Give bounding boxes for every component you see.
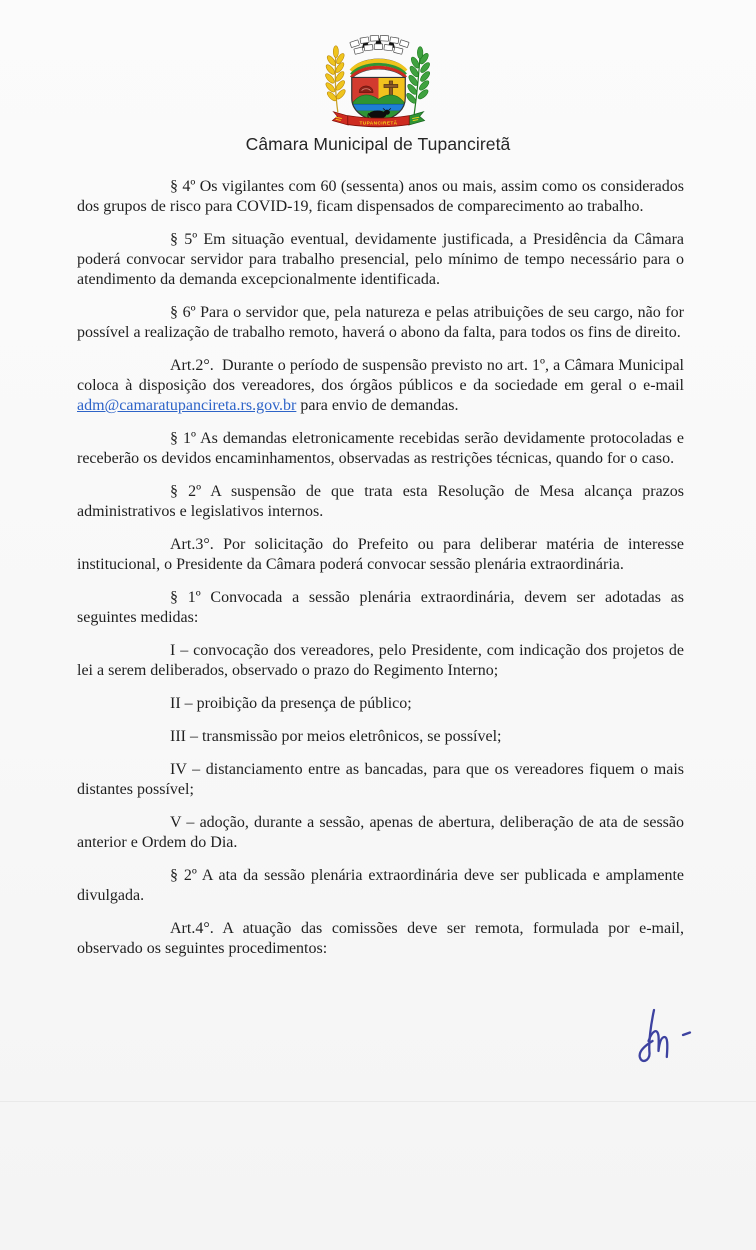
- article-2: [77, 356, 684, 416]
- paragraph-text: § 2º A ata da sessão plenária extraordinária deve ser publicada e amplamente divulgada.: [77, 867, 684, 904]
- paragraph-1-art3: [77, 588, 684, 628]
- paragraph-text: III – transmissão por meios eletrônicos, se possível;: [170, 728, 502, 745]
- paragraph-text: Art.4°. A atuação das comissões deve ser remota, formulada por e-mail, observado os seguintes procedimentos:: [77, 920, 684, 957]
- scan-artifact-line: [0, 1101, 756, 1102]
- paragraph-text: § 2º A suspensão de que trata esta Resolução de Mesa alcança prazos administrativos e legislativos internos.: [77, 483, 684, 520]
- signature-ink-stroke: [640, 1010, 690, 1061]
- leaf-branch-icon: [405, 47, 431, 114]
- paragraph-text: IV – distanciamento entre as bancadas, para que os vereadores fiquem o mais distantes possível;: [77, 761, 684, 798]
- paragraph-text: II – proibição da presença de público;: [170, 695, 412, 712]
- paragraph-text: § 5º Em situação eventual, devidamente justificada, a Presidência da Câmara poderá convocar servidor para trabalho presencial, pelo mínimo de tempo necessário para o atendimento da demanda excepcionalmente identificada.: [77, 231, 684, 288]
- paragraph-text: § 1º As demandas eletronicamente recebidas serão devidamente protocoladas e receberão os devidos encaminhamentos, observadas as restrições técnicas, quando for o caso.: [77, 430, 684, 467]
- paragraph-text: § 1º Convocada a sessão plenária extraordinária, devem ser adotadas as seguintes medidas:: [77, 589, 684, 626]
- paragraph-2-art2: [77, 482, 684, 522]
- article-4: [77, 919, 684, 959]
- river-band: [351, 104, 405, 110]
- wheat-stalk-icon: [324, 46, 347, 112]
- organization-name: Câmara Municipal de Tupanciretã: [245, 134, 511, 154]
- coat-of-arms-logo: [314, 15, 443, 132]
- letterhead: [0, 0, 756, 155]
- document-body: [77, 177, 684, 959]
- item-V: [77, 813, 684, 853]
- item-I: [77, 641, 684, 681]
- paragraph-2-art3: [77, 866, 684, 906]
- paragraph-text: Art.2°. Durante o período de suspensão previsto no art. 1º, a Câmara Municipal coloca à disposição dos vereadores, dos órgãos públicos e da sociedade em geral o e-mail: [77, 357, 684, 394]
- item-II: [77, 694, 684, 714]
- arch-band: [351, 59, 406, 79]
- paragraph-text: § 4º Os vigilantes com 60 (sessenta) anos ou mais, assim como os considerados dos grupos de risco para COVID-19, ficam dispensados de comparecimento ao trabalho.: [77, 178, 684, 215]
- item-III: [77, 727, 684, 747]
- paragraph-text: I – convocação dos vereadores, pelo Presidente, com indicação dos projetos de lei a serem deliberados, observado o prazo do Regimento Interno;: [77, 642, 684, 679]
- paragraph-text: V – adoção, durante a sessão, apenas de abertura, deliberação de ata de sessão anterior e Ordem do Dia.: [77, 814, 684, 851]
- email-link[interactable]: adm@camaratupancireta.rs.gov.br: [77, 397, 297, 414]
- paragraph-6: [77, 303, 684, 343]
- item-IV: [77, 760, 684, 800]
- paragraph-5: [77, 230, 684, 290]
- paragraph-text: para envio de demandas.: [296, 397, 459, 414]
- paragraph-text: § 6º Para o servidor que, pela natureza e pelas atribuições de seu cargo, não for possível a realização de trabalho remoto, haverá o abono da falta, para todos os fins de direito.: [77, 304, 684, 341]
- mural-crown-icon: [349, 35, 408, 54]
- article-3: [77, 535, 684, 575]
- handwritten-signature: [628, 1004, 708, 1070]
- paragraph-text: Art.3°. Por solicitação do Prefeito ou para deliberar matéria de interesse institucional, o Presidente da Câmara poderá convocar sessão plenária extraordinária.: [77, 536, 684, 573]
- paragraph-1-art2: [77, 429, 684, 469]
- shield: [351, 76, 405, 123]
- paragraph-4: [77, 177, 684, 217]
- ribbon-text: TUPANCIRETÃ: [358, 121, 398, 127]
